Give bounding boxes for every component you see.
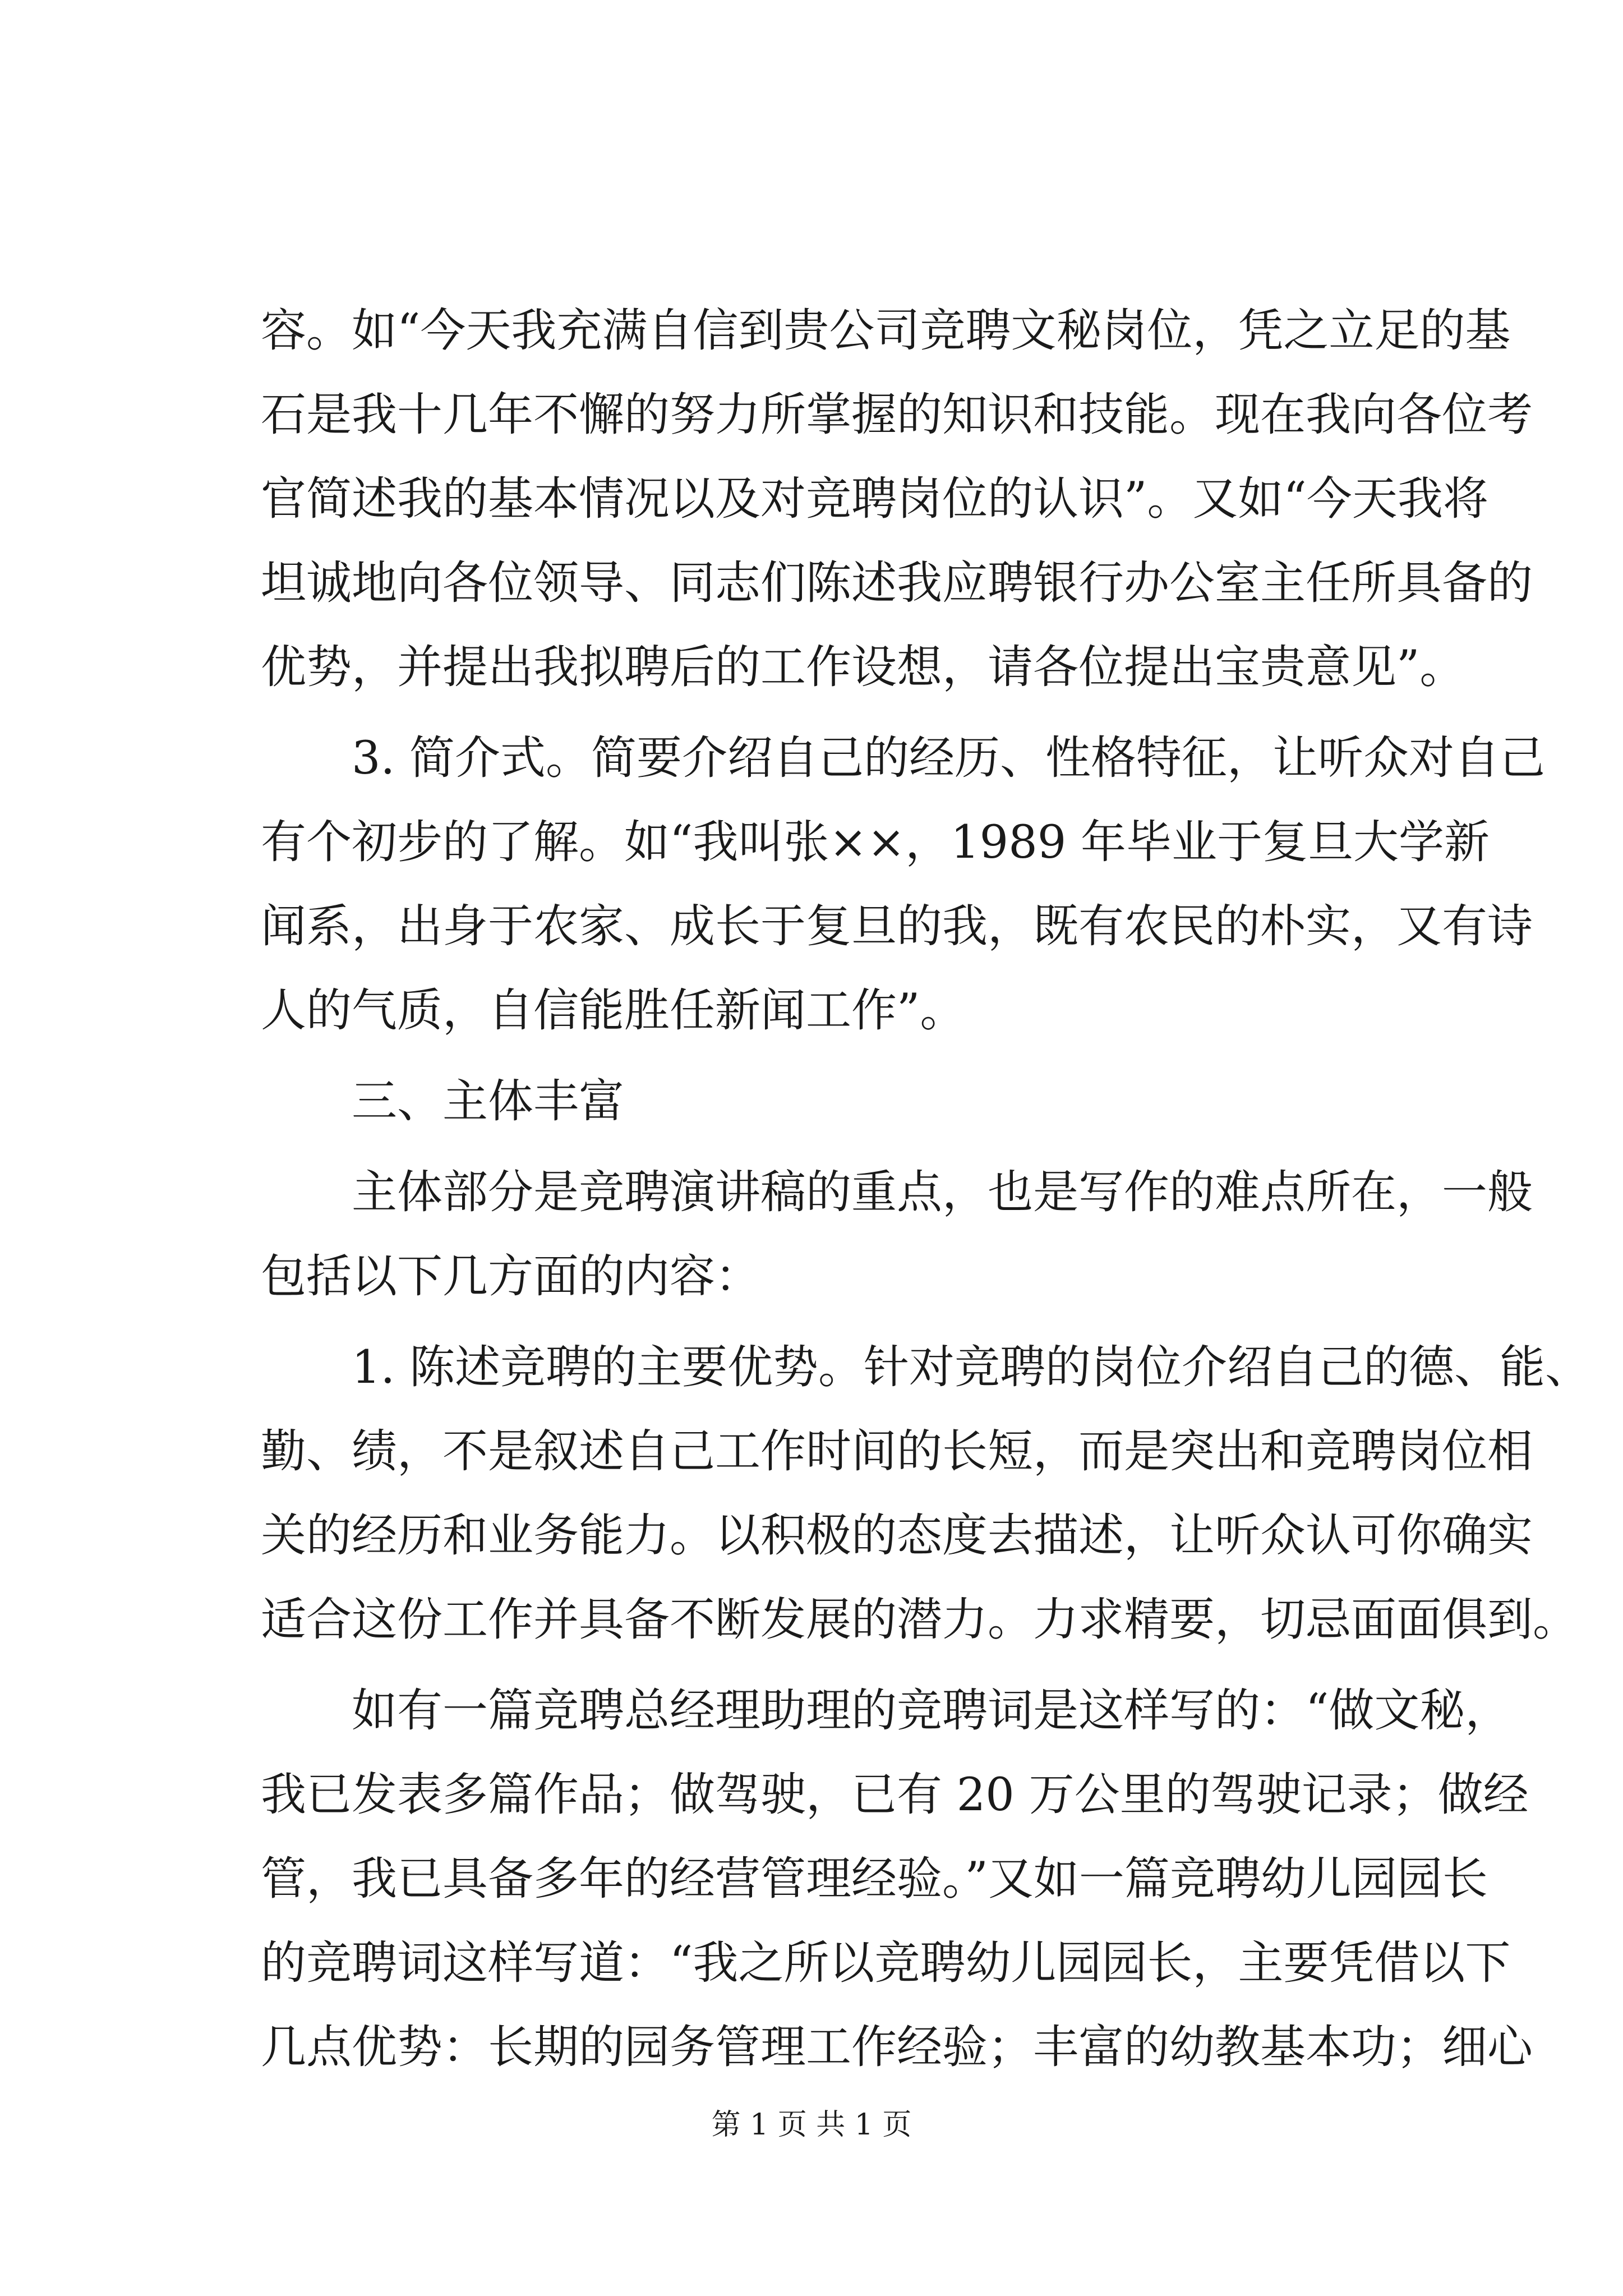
document-body xyxy=(261,289,1591,2090)
page-footer: 第 1 页 共 1 页 xyxy=(711,2108,912,2142)
paragraph-5 xyxy=(261,1669,1533,2090)
text-line: 包括以下几方面的内容： xyxy=(261,1250,761,1303)
text-line: 坦诚地向各位领导、同志们陈述我应聘银行办公室主任所具备的 xyxy=(261,557,1533,610)
text-line: 如有一篇竞聘总经理助理的竞聘词是这样写的：“做文秘， xyxy=(352,1685,1511,1737)
paragraph-2 xyxy=(261,716,1546,1053)
text-line: 的竞聘词这样写道：“我之所以竞聘幼儿园园长，主要凭借以下 xyxy=(261,1937,1511,1990)
text-line: 石是我十几年不懈的努力所掌握的知识和技能。现在我向各位考 xyxy=(261,389,1533,441)
paragraph-1 xyxy=(261,289,1533,710)
heading-line: 三、主体丰富 xyxy=(352,1075,625,1128)
text-line: 闻系，出身于农家、成长于复旦的我，既有农民的朴实，又有诗 xyxy=(261,900,1533,953)
text-line: 适合这份工作并具备不断发展的潜力。力求精要，切忌面面俱到。 xyxy=(261,1594,1579,1646)
text-line: 关的经历和业务能力。以积极的态度去描述，让听众认可你确实 xyxy=(261,1510,1533,1562)
text-line: 人的气质，自信能胜任新闻工作”。 xyxy=(261,984,966,1037)
text-line: 有个初步的了解。如“我叫张××，1989 年毕业于复旦大学新 xyxy=(261,816,1490,869)
text-line: 1. 陈述竞聘的主要优势。针对竞聘的岗位介绍自己的德、能、 xyxy=(352,1341,1591,1394)
text-line: 管，我已具备多年的经营管理经验。”又如一篇竞聘幼儿园园长 xyxy=(261,1853,1488,1906)
text-line: 几点优势：长期的园务管理工作经验；丰富的幼教基本功；细心 xyxy=(261,2021,1533,2074)
text-line: 主体部分是竞聘演讲稿的重点，也是写作的难点所在，一般 xyxy=(352,1166,1533,1219)
paragraph-4 xyxy=(261,1326,1591,1662)
text-line: 勤、绩，不是叙述自己工作时间的长短，而是突出和竞聘岗位相 xyxy=(261,1425,1533,1478)
text-line: 3. 简介式。简要介绍自己的经历、性格特征，让听众对自己 xyxy=(352,732,1546,785)
text-line: 官简述我的基本情况以及对竞聘岗位的认识”。又如“今天我将 xyxy=(261,473,1488,526)
text-line: 优势，并提出我拟聘后的工作设想，请各位提出宝贵意见”。 xyxy=(261,641,1465,694)
section-heading xyxy=(261,1060,1422,1144)
text-line: 容。如“今天我充满自信到贵公司竞聘文秘岗位，凭之立足的基 xyxy=(261,305,1511,357)
paragraph-3 xyxy=(261,1151,1533,1319)
text-line: 我已发表多篇作品；做驾驶，已有 20 万公里的驾驶记录；做经 xyxy=(261,1769,1529,1821)
